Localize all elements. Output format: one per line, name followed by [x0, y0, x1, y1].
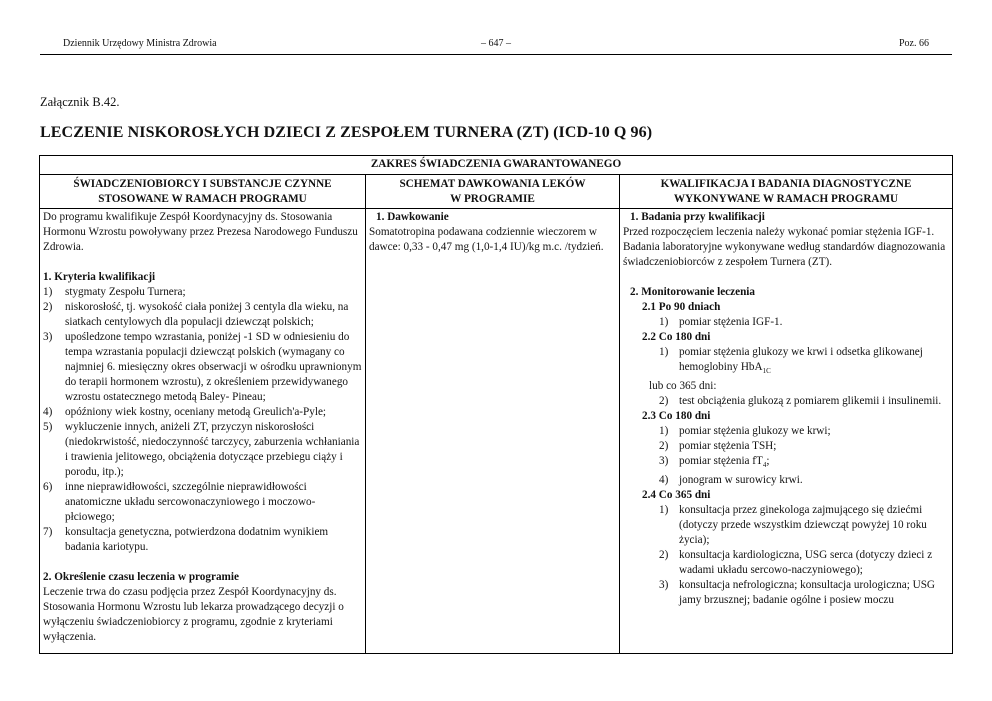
item-text: stygmaty Zespołu Turnera;: [65, 286, 186, 298]
list-item: [43, 480, 362, 525]
subsection-title: 2.4 Co 365 dni: [642, 489, 711, 502]
column-diagnostics: [620, 174, 952, 653]
column-heading-line2: W PROGRAMIE: [450, 193, 535, 205]
column-heading: [620, 174, 952, 209]
item-text: opóźniony wiek kostny, oceniany metodą Greulich'a-Pyle;: [65, 406, 327, 418]
list-item: [43, 525, 362, 555]
column-heading: [366, 174, 619, 209]
section-title: 1. Badania przy kwalifikacji: [630, 211, 765, 223]
list-item: [623, 548, 949, 578]
list-item: [623, 345, 949, 379]
list-item: [623, 424, 949, 439]
program-table: [39, 155, 953, 654]
qualification-standards-text: Badania laboratoryjne wykonywane według standardów diagnozowania świadczeniobiorców z zespołem Turnera (ZT).: [623, 241, 946, 268]
list-item: [623, 315, 949, 330]
intro-text: Do programu kwalifikuje Zespół Koordynacyjny ds. Stosowania Hormonu Wzrostu powoływany przez Prezesa Narodowego Funduszu Zdrowia.: [43, 211, 358, 253]
item-number: 2): [43, 301, 53, 313]
item-text: pomiar stężenia TSH;: [679, 440, 777, 453]
subsection-title: 2.3 Co 180 dni: [642, 410, 711, 423]
journal-name: Dziennik Urzędowy Ministra Zdrowia: [63, 38, 217, 49]
column-dosage: [366, 174, 620, 653]
column-body: [40, 209, 365, 645]
column-beneficiaries: [40, 174, 366, 653]
table-header: ZAKRES ŚWIADCZENIA GWARANTOWANEGO: [40, 156, 952, 175]
duration-text: Leczenie trwa do czasu podjęcia przez Zespół Koordynacyjny ds. Stosowania Hormonu Wzrostu lub lekarza prowadzącego decyzji o wyłączeniu świadczeniobiorcy z programu, zgodnie z kryteriami wyłączenia.: [43, 586, 344, 643]
list-item: [623, 473, 949, 488]
item-text: konsultacja przez ginekologa zajmującego się dziećmi (dotyczy przede wszystkim dziewcząt powyżej 10 roku życia);: [679, 504, 927, 547]
item-number: 1): [43, 286, 53, 298]
page-number: – 647 –: [481, 38, 511, 49]
list-item: [43, 405, 362, 420]
column-body: [620, 209, 952, 608]
item-text: upośledzone tempo wzrastania, poniżej -1 SD w odniesieniu do tempa wzrastania populacji dziewcząt polskich (wymagany co najmniej 6. miesięczny okres obserwacji w ośrodku uprawnionym do terapii hormonem wzrostu), z określeniem przewidywanego wzrostu ostatecznego metodą Baley- Pineau;: [65, 331, 362, 403]
column-heading-line1: ŚWIADCZENIOBIORCY I SUBSTANCJE CZYNNE: [73, 178, 332, 190]
dosage-text: Somatotropina podawana codziennie wieczorem w dawce: 0,33 - 0,47 mg (1,0-1,4 IU)/kg m.c. /tydzień.: [369, 226, 604, 253]
item-number: 1): [659, 346, 669, 358]
item-number: 1): [659, 316, 669, 328]
item-text: konsultacja nefrologiczna; konsultacja urologiczna; USG jamy brzusznej; badanie ogólne i posiew moczu: [679, 579, 935, 607]
item-text: niskorosłość, tj. wysokość ciała poniżej 3 centyla dla wieku, na siatkach centylowych dla populacji dziewcząt polskich;: [65, 301, 349, 328]
item-text: test obciążenia glukozą z pomiarem glikemii i insulinemii.: [679, 395, 942, 408]
subsection-title: 2.2 Co 180 dni: [642, 331, 711, 343]
item-number: 4): [659, 474, 669, 487]
list-item: [43, 300, 362, 330]
item-text: pomiar stężenia fT: [679, 455, 763, 468]
position-number: Poz. 66: [899, 38, 929, 49]
column-body: [366, 209, 619, 255]
item-text: pomiar stężenia IGF-1.: [679, 316, 783, 328]
column-heading-line2: STOSOWANE W RAMACH PROGRAMU: [98, 193, 307, 205]
list-item: [623, 454, 949, 473]
list-item: [43, 285, 362, 300]
item-number: 3): [43, 331, 53, 343]
column-heading-line1: SCHEMAT DAWKOWANIA LEKÓW: [399, 178, 586, 190]
item-text: inne nieprawidłowości, szczególnie nieprawidłowości anatomiczne układu sercowonaczyniowego i moczowo-płciowego;: [65, 481, 316, 523]
annex-label: Załącznik B.42.: [40, 95, 120, 109]
item-number: 3): [659, 455, 669, 468]
item-number: 6): [43, 481, 53, 493]
item-number: 2): [659, 440, 669, 453]
list-item: [623, 439, 949, 454]
section-title: 1. Kryteria kwalifikacji: [43, 271, 156, 283]
item-number: 1): [659, 504, 669, 517]
alternative-note: lub co 365 dni:: [649, 380, 717, 393]
section-title: 1. Dawkowanie: [376, 211, 449, 223]
item-text: konsultacja kardiologiczna, USG serca (dotyczy dzieci z wadami układu sercowo-naczyniowego);: [679, 549, 933, 577]
item-text: pomiar stężenia glukozy we krwi i odsetka glikowanej hemoglobiny HbA: [679, 346, 923, 373]
header-divider: [40, 54, 952, 55]
item-number: 3): [659, 579, 669, 592]
item-number: 2): [659, 549, 669, 562]
item-subscript: 4: [762, 461, 767, 470]
section-title: 2. Określenie czasu leczenia w programie: [43, 571, 239, 583]
section-title: 2. Monitorowanie leczenia: [630, 286, 756, 298]
item-number: 1): [659, 425, 669, 438]
list-item: [623, 503, 949, 548]
column-heading-line1: KWALIFIKACJA I BADANIA DIAGNOSTYCZNE: [660, 178, 912, 190]
item-text-tail: ;: [766, 455, 770, 468]
column-heading-line2: WYKONYWANE W RAMACH PROGRAMU: [673, 193, 899, 205]
item-text: wykluczenie innych, aniżeli ZT, przyczyn niskorosłości (niedokrwistość, niedoczynność tarczycy, zaburzenia wchłaniania i trawienia jelitowego, obciążenia dotyczące przebiegu ciąży i porodu, itp.);: [65, 421, 360, 478]
item-number: 5): [43, 421, 53, 433]
item-subscript: 1C: [762, 367, 771, 376]
item-text: pomiar stężenia glukozy we krwi;: [679, 425, 831, 438]
subsection-title: 2.1 Po 90 dniach: [642, 301, 721, 313]
item-text: konsultacja genetyczna, potwierdzona dodatnim wynikiem badania kariotypu.: [65, 526, 329, 553]
qualification-text: Przed rozpoczęciem leczenia należy wykonać pomiar stężenia IGF-1.: [623, 226, 935, 238]
column-heading: [40, 174, 365, 209]
item-number: 2): [659, 395, 669, 408]
document-title: LECZENIE NISKOROSŁYCH DZIECI Z ZESPOŁEM TURNERA (ZT) (ICD-10 Q 96): [40, 124, 653, 141]
item-number: 4): [43, 406, 53, 418]
item-number: 7): [43, 526, 53, 538]
item-text: jonogram w surowicy krwi.: [679, 474, 803, 487]
list-item: [623, 578, 949, 608]
list-item: [43, 420, 362, 480]
list-item: [43, 330, 362, 405]
list-item: [623, 394, 949, 409]
